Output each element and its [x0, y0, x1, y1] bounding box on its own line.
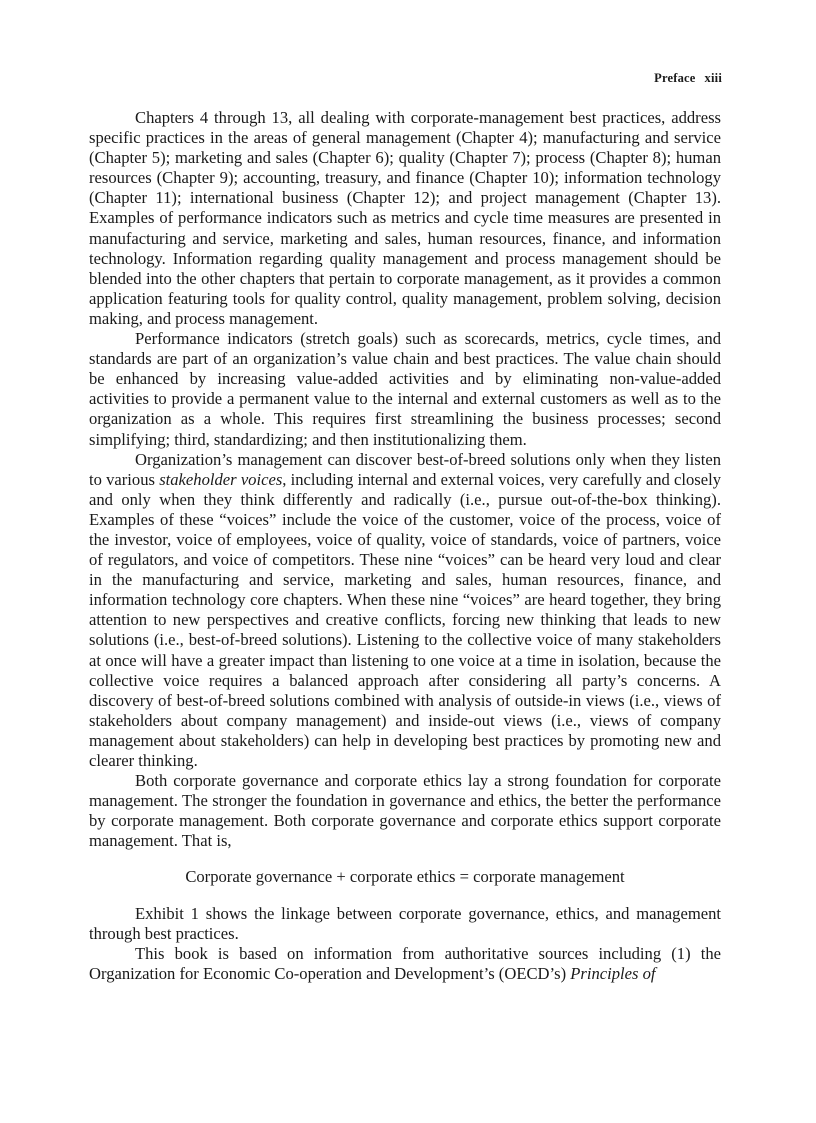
equation-line: Corporate governance + corporate ethics = corporate management: [185, 867, 625, 887]
running-head: [654, 71, 722, 86]
body-text: [89, 108, 721, 984]
italic-term: stakeholder voices: [159, 469, 283, 489]
paragraph-performance-indicators: Performance indicators (stretch goals) such as scorecards, metrics, cycle times, and standards are part of an organization’s value chain and best practices. The value chain should be enhanced by increasing value-added activities and by eliminating non-value-added activities to provide a permanent value to the internal and external customers as well as to the organization as a whole. This requires first streamlining the business processes; second simplifying; third, standardizing; and then institutionalizing them.: [89, 329, 721, 449]
paragraph-governance-ethics: Both corporate governance and corporate ethics lay a strong foundation for corporate management. The stronger the foundation in governance and ethics, the better the performance by corporate management. Both corporate governance and corporate ethics support corporate management. That is,: [89, 771, 721, 851]
running-head-section: Preface: [654, 71, 696, 85]
paragraph-text: This book is based on information from authoritative sources including (1) the Organization for Economic Co-operation and Development’s (OECD’s): [89, 943, 721, 983]
paragraph-chapters-overview: Chapters 4 through 13, all dealing with corporate-management best practices, address specific practices in the areas of general management (Chapter 4); manufacturing and service (Chapter 5); marketing and sales (Chapter 6); quality (Chapter 7); process (Chapter 8); human resources (Chapter 9); accounting, treasury, and finance (Chapter 10); information technology (Chapter 11); international business (Chapter 12); and project management (Chapter 13). Examples of performance indicators such as metrics and cycle time measures are presented in manufacturing and service, marketing and sales, human resources, finance, and information technology. Information regarding quality management and process management should be blended into the other chapters that pertain to corporate management, as it provides a common application featuring tools for quality control, quality management, problem solving, decision making, and process management.: [89, 108, 721, 328]
paragraph-exhibit-reference: Exhibit 1 shows the linkage between corporate governance, ethics, and management through best practices.: [89, 903, 721, 943]
page-number: xiii: [704, 71, 722, 85]
italic-title: Principles of: [570, 963, 656, 983]
paragraph-stakeholder-voices: [89, 450, 721, 772]
paragraph-sources: [89, 944, 721, 984]
paragraph-text: Organization’s management can discover best-of-breed solutions only when they listen to various: [89, 449, 721, 489]
paragraph-text: , including internal and external voices, very carefully and closely and only when they think differently and radically (i.e., pursue out-of-the-box thinking). Examples of these “voices” include the voice of the customer, voice of the process, voice of the investor, voice of employees, voice of quality, voice of standards, voice of partners, voice of regulators, and voice of competitors. These nine “voices” can be heard very loud and clear in the manufacturing and service, marketing and sales, human resources, finance, and information technology core chapters. When these nine “voices” are heard together, they bring attention to new perspectives and creative conflicts, forcing new thinking that leads to new solutions (i.e., best-of-breed solutions). Listening to the collective voice of many stakeholders at once will have a greater impact than listening to one voice at a time in isolation, because the collective voice requires a balanced approach after considering all party’s concerns. A discovery of best-of-breed solutions combined with analysis of outside-in views (i.e., views of stakeholders about company management) and inside-out views (i.e., views of company management about stakeholders) can help in developing best practices by promoting new and clearer thinking.: [89, 469, 722, 770]
